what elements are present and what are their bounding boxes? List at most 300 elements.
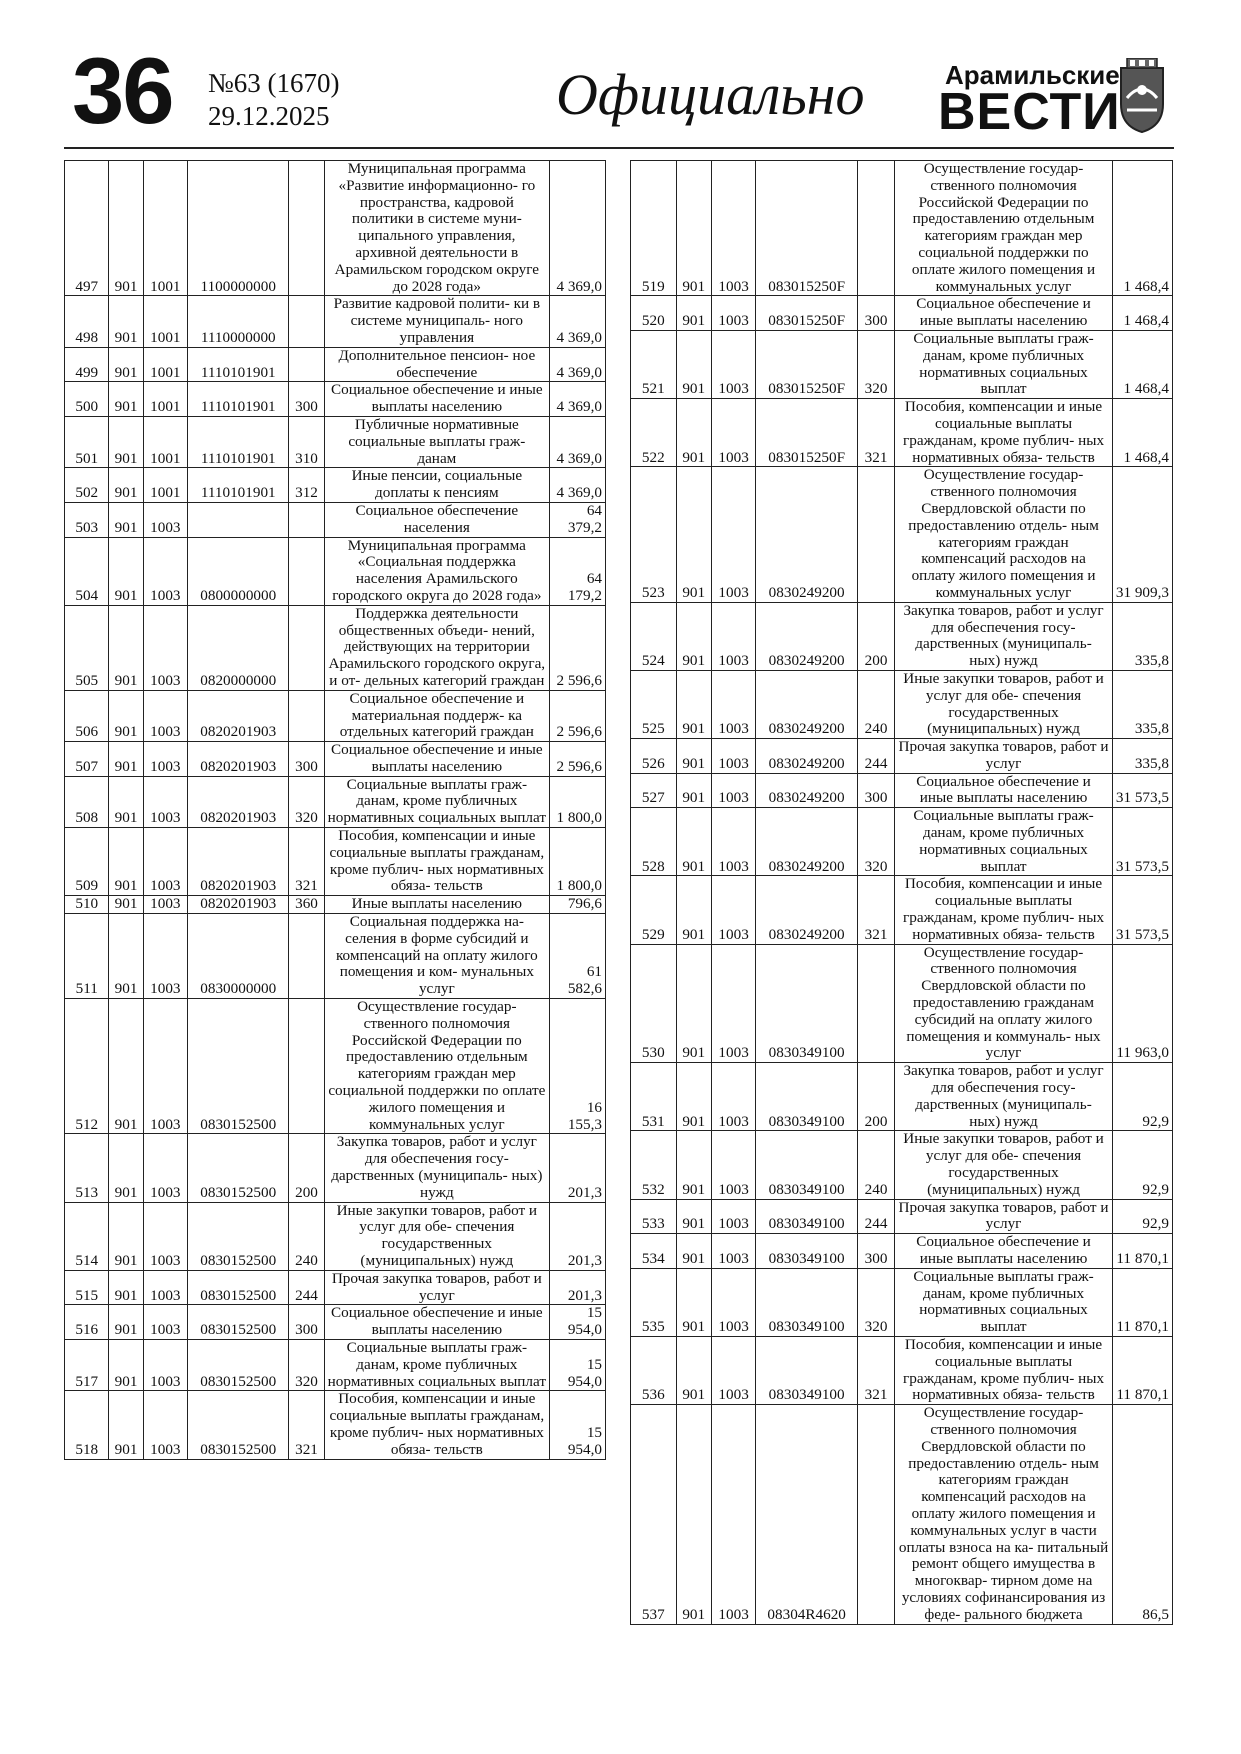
section-code: 1003 xyxy=(143,999,187,1134)
row-number: 536 xyxy=(631,1336,677,1404)
item-name: Пособия, компенсации и иные социальные выплаты гражданам, кроме публич- ных нормативных обяза- тельств xyxy=(324,828,550,896)
row-number: 505 xyxy=(65,605,109,690)
target-article: 0830152500 xyxy=(188,1270,289,1305)
admin-code: 901 xyxy=(109,742,143,777)
table-row xyxy=(631,1268,1173,1336)
amount: 31 573,5 xyxy=(1112,773,1172,808)
admin-code: 901 xyxy=(676,1336,711,1404)
admin-code: 901 xyxy=(676,1199,711,1234)
row-number: 519 xyxy=(631,161,677,296)
issue-number: №63 (1670) xyxy=(208,68,340,98)
table-row xyxy=(65,468,606,503)
admin-code: 901 xyxy=(109,1270,143,1305)
amount: 31 909,3 xyxy=(1112,467,1172,602)
amount: 201,3 xyxy=(550,1134,606,1202)
item-name: Закупка товаров, работ и услуг для обеспечения госу- дарственных (муниципаль- ных) нужд xyxy=(895,602,1113,670)
expense-type: 300 xyxy=(289,1305,324,1340)
expense-type xyxy=(289,537,324,605)
amount: 11 870,1 xyxy=(1112,1268,1172,1336)
expense-type: 321 xyxy=(289,828,324,896)
row-number: 509 xyxy=(65,828,109,896)
item-name: Муниципальная программа «Развитие информационно- го пространства, кадровой политики в системе муни- ципального управления, архивной деятельности в Арамильском городском округе до 2028 года» xyxy=(324,161,550,296)
section-code: 1003 xyxy=(711,330,756,398)
admin-code: 901 xyxy=(109,416,143,467)
amount: 335,8 xyxy=(1112,602,1172,670)
table-row xyxy=(65,1270,606,1305)
admin-code: 901 xyxy=(109,347,143,382)
table-row xyxy=(631,296,1173,331)
admin-code: 901 xyxy=(676,1268,711,1336)
table-row xyxy=(631,330,1173,398)
page-number: 36 xyxy=(72,38,173,143)
target-article: 0830249200 xyxy=(756,876,858,944)
amount: 335,8 xyxy=(1112,739,1172,774)
expense-type: 320 xyxy=(857,1268,894,1336)
amount: 335,8 xyxy=(1112,670,1172,738)
table-row xyxy=(65,1134,606,1202)
brand-name-top: Арамильские xyxy=(945,60,1120,90)
section-code: 1003 xyxy=(143,1202,187,1270)
admin-code: 901 xyxy=(109,896,143,914)
table-row xyxy=(631,467,1173,602)
expense-type: 300 xyxy=(857,1234,894,1269)
admin-code: 901 xyxy=(109,605,143,690)
section-code: 1003 xyxy=(711,1405,756,1624)
admin-code: 901 xyxy=(109,690,143,741)
row-number: 521 xyxy=(631,330,677,398)
table-row xyxy=(65,1202,606,1270)
expense-type: 300 xyxy=(289,742,324,777)
admin-code: 901 xyxy=(676,467,711,602)
row-number: 504 xyxy=(65,537,109,605)
expense-type: 300 xyxy=(857,773,894,808)
expense-type: 321 xyxy=(857,876,894,944)
item-name: Социальное обеспечение и иные выплаты населению xyxy=(895,1234,1113,1269)
row-number: 522 xyxy=(631,399,677,467)
target-article: 0830152500 xyxy=(188,1391,289,1459)
table-row xyxy=(631,1199,1173,1234)
amount: 1 468,4 xyxy=(1112,296,1172,331)
expense-type: 310 xyxy=(289,416,324,467)
item-name: Социальные выплаты граж- данам, кроме публичных нормативных социальных выплат xyxy=(895,330,1113,398)
table-row xyxy=(65,382,606,417)
table-row xyxy=(65,776,606,827)
row-number: 499 xyxy=(65,347,109,382)
expense-type: 312 xyxy=(289,468,324,503)
admin-code: 901 xyxy=(676,1405,711,1624)
row-number: 535 xyxy=(631,1268,677,1336)
expense-type xyxy=(289,605,324,690)
target-article: 0830152500 xyxy=(188,1134,289,1202)
target-article xyxy=(188,502,289,537)
row-number: 500 xyxy=(65,382,109,417)
row-number: 526 xyxy=(631,739,677,774)
section-code: 1003 xyxy=(711,670,756,738)
target-article: 0830249200 xyxy=(756,808,858,876)
section-code: 1003 xyxy=(143,1391,187,1459)
item-name: Осуществление государ- ственного полномочия Российской Федерации по предоставлению отдельным категориям граждан мер социальной поддержки по оплате жилого помещения и коммунальных услуг xyxy=(895,161,1113,296)
amount: 1 468,4 xyxy=(1112,161,1172,296)
target-article: 083015250F xyxy=(756,161,858,296)
section-code: 1001 xyxy=(143,296,187,347)
expense-type: 320 xyxy=(857,330,894,398)
admin-code: 901 xyxy=(676,876,711,944)
table-row xyxy=(631,1234,1173,1269)
table-row xyxy=(65,537,606,605)
table-row xyxy=(65,742,606,777)
row-number: 497 xyxy=(65,161,109,296)
table-row xyxy=(65,1305,606,1340)
section-code: 1003 xyxy=(711,399,756,467)
item-name: Социальные выплаты граж- данам, кроме публичных нормативных социальных выплат xyxy=(324,1339,550,1390)
expense-type: 321 xyxy=(857,399,894,467)
expense-type xyxy=(857,944,894,1063)
table-row xyxy=(631,1336,1173,1404)
issue-date: 29.12.2025 xyxy=(208,101,330,131)
section-code: 1003 xyxy=(143,690,187,741)
amount: 2 596,6 xyxy=(550,742,606,777)
target-article: 0820000000 xyxy=(188,605,289,690)
expense-type xyxy=(289,999,324,1134)
item-name: Иные закупки товаров, работ и услуг для обе- спечения государственных (муниципальных) нужд xyxy=(324,1202,550,1270)
section-code: 1003 xyxy=(711,1268,756,1336)
amount: 4 369,0 xyxy=(550,296,606,347)
amount: 15 954,0 xyxy=(550,1305,606,1340)
amount: 11 963,0 xyxy=(1112,944,1172,1063)
row-number: 537 xyxy=(631,1405,677,1624)
target-article: 083015250F xyxy=(756,296,858,331)
section-code: 1003 xyxy=(711,1063,756,1131)
item-name: Социальное обеспечение и иные выплаты населению xyxy=(895,296,1113,331)
table-row xyxy=(65,828,606,896)
admin-code: 901 xyxy=(109,1202,143,1270)
row-number: 508 xyxy=(65,776,109,827)
table-row xyxy=(65,896,606,914)
item-name: Социальная поддержка на- селения в форме субсидий и компенсаций на оплату жилого помещения и ком- мунальных услуг xyxy=(324,914,550,999)
expense-type: 320 xyxy=(289,1339,324,1390)
section-code: 1003 xyxy=(711,739,756,774)
section-code: 1003 xyxy=(711,296,756,331)
section-code: 1001 xyxy=(143,468,187,503)
admin-code: 901 xyxy=(109,914,143,999)
table-row xyxy=(631,739,1173,774)
target-article: 0820201903 xyxy=(188,896,289,914)
amount: 2 596,6 xyxy=(550,690,606,741)
section-code: 1003 xyxy=(711,161,756,296)
section-code: 1003 xyxy=(143,502,187,537)
item-name: Иные закупки товаров, работ и услуг для обе- спечения государственных (муниципальных) нужд xyxy=(895,1131,1113,1199)
section-code: 1001 xyxy=(143,161,187,296)
item-name: Закупка товаров, работ и услуг для обеспечения госу- дарственных (муниципаль- ных) нужд xyxy=(324,1134,550,1202)
section-code: 1003 xyxy=(143,537,187,605)
table-row xyxy=(631,944,1173,1063)
amount: 4 369,0 xyxy=(550,382,606,417)
amount: 4 369,0 xyxy=(550,468,606,503)
row-number: 501 xyxy=(65,416,109,467)
item-name: Пособия, компенсации и иные социальные выплаты гражданам, кроме публич- ных нормативных обяза- тельств xyxy=(895,1336,1113,1404)
row-number: 517 xyxy=(65,1339,109,1390)
section-code: 1001 xyxy=(143,416,187,467)
item-name: Пособия, компенсации и иные социальные выплаты гражданам, кроме публич- ных нормативных обяза- тельств xyxy=(895,399,1113,467)
target-article: 0820201903 xyxy=(188,828,289,896)
amount: 1 468,4 xyxy=(1112,399,1172,467)
table-row xyxy=(631,1405,1173,1624)
item-name: Социальное обеспечение и иные выплаты населению xyxy=(324,1305,550,1340)
expense-type xyxy=(289,296,324,347)
row-number: 530 xyxy=(631,944,677,1063)
row-number: 502 xyxy=(65,468,109,503)
amount: 2 596,6 xyxy=(550,605,606,690)
expense-type: 360 xyxy=(289,896,324,914)
section-code: 1003 xyxy=(143,1134,187,1202)
target-article: 083015250F xyxy=(756,330,858,398)
target-article: 0830349100 xyxy=(756,1234,858,1269)
section-code: 1003 xyxy=(711,1199,756,1234)
coat-of-arms-icon xyxy=(1117,58,1167,134)
expense-type xyxy=(857,1405,894,1624)
amount: 15 954,0 xyxy=(550,1391,606,1459)
amount: 4 369,0 xyxy=(550,416,606,467)
amount: 1 800,0 xyxy=(550,828,606,896)
target-article: 1110101901 xyxy=(188,416,289,467)
admin-code: 901 xyxy=(676,1063,711,1131)
expense-type xyxy=(289,914,324,999)
row-number: 533 xyxy=(631,1199,677,1234)
section-code: 1003 xyxy=(711,602,756,670)
section-code: 1001 xyxy=(143,382,187,417)
item-name: Осуществление государ- ственного полномочия Свердловской области по предоставлению гражданам субсидий на оплату жилого помещения и коммуналь- ных услуг xyxy=(895,944,1113,1063)
amount: 92,9 xyxy=(1112,1199,1172,1234)
section-code: 1003 xyxy=(143,742,187,777)
row-number: 525 xyxy=(631,670,677,738)
amount: 796,6 xyxy=(550,896,606,914)
amount: 201,3 xyxy=(550,1202,606,1270)
target-article: 1100000000 xyxy=(188,161,289,296)
item-name: Иные закупки товаров, работ и услуг для обе- спечения государственных (муниципальных) нужд xyxy=(895,670,1113,738)
section-code: 1001 xyxy=(143,347,187,382)
row-number: 518 xyxy=(65,1391,109,1459)
amount: 92,9 xyxy=(1112,1131,1172,1199)
admin-code: 901 xyxy=(109,1134,143,1202)
item-name: Социальное обеспечение и материальная поддерж- ка отдельных категорий граждан xyxy=(324,690,550,741)
admin-code: 901 xyxy=(676,330,711,398)
item-name: Дополнительное пенсион- ное обеспечение xyxy=(324,347,550,382)
target-article: 0830249200 xyxy=(756,467,858,602)
row-number: 524 xyxy=(631,602,677,670)
item-name: Иные выплаты населению xyxy=(324,896,550,914)
amount: 201,3 xyxy=(550,1270,606,1305)
section-code: 1003 xyxy=(143,828,187,896)
budget-table-right xyxy=(630,160,1173,1625)
expense-type: 244 xyxy=(857,1199,894,1234)
amount: 31 573,5 xyxy=(1112,876,1172,944)
admin-code: 901 xyxy=(676,399,711,467)
item-name: Осуществление государ- ственного полномочия Российской Федерации по предоставлению отдельным категориям граждан мер социальной поддержки по оплате жилого помещения и коммунальных услуг xyxy=(324,999,550,1134)
target-article: 0830349100 xyxy=(756,944,858,1063)
amount: 64 379,2 xyxy=(550,502,606,537)
row-number: 523 xyxy=(631,467,677,602)
amount: 15 954,0 xyxy=(550,1339,606,1390)
row-number: 528 xyxy=(631,808,677,876)
item-name: Закупка товаров, работ и услуг для обеспечения госу- дарственных (муниципаль- ных) нужд xyxy=(895,1063,1113,1131)
expense-type xyxy=(289,347,324,382)
amount: 1 468,4 xyxy=(1112,330,1172,398)
table-row xyxy=(65,416,606,467)
row-number: 513 xyxy=(65,1134,109,1202)
table-row xyxy=(631,1063,1173,1131)
admin-code: 901 xyxy=(109,999,143,1134)
expense-type: 240 xyxy=(289,1202,324,1270)
admin-code: 901 xyxy=(676,739,711,774)
admin-code: 901 xyxy=(109,1391,143,1459)
target-article: 0830349100 xyxy=(756,1199,858,1234)
target-article: 1110101901 xyxy=(188,382,289,417)
target-article: 0820201903 xyxy=(188,690,289,741)
expense-type xyxy=(857,161,894,296)
admin-code: 901 xyxy=(109,382,143,417)
row-number: 515 xyxy=(65,1270,109,1305)
row-number: 531 xyxy=(631,1063,677,1131)
table-row xyxy=(65,914,606,999)
table-row xyxy=(65,502,606,537)
item-name: Социальные выплаты граж- данам, кроме публичных нормативных социальных выплат xyxy=(895,808,1113,876)
admin-code: 901 xyxy=(676,670,711,738)
section-code: 1003 xyxy=(143,1339,187,1390)
section-code: 1003 xyxy=(711,1234,756,1269)
section-code: 1003 xyxy=(711,876,756,944)
target-article: 0820201903 xyxy=(188,776,289,827)
table-row xyxy=(65,1391,606,1459)
target-article: 0830152500 xyxy=(188,1305,289,1340)
target-article: 0830349100 xyxy=(756,1336,858,1404)
expense-type xyxy=(857,467,894,602)
item-name: Социальное обеспечение и иные выплаты населению xyxy=(324,382,550,417)
expense-type: 240 xyxy=(857,670,894,738)
row-number: 507 xyxy=(65,742,109,777)
section-code: 1003 xyxy=(711,773,756,808)
expense-type xyxy=(289,690,324,741)
item-name: Социальное обеспечение и иные выплаты населению xyxy=(324,742,550,777)
amount: 11 870,1 xyxy=(1112,1234,1172,1269)
budget-table-left xyxy=(64,160,606,1460)
target-article: 08304R4620 xyxy=(756,1405,858,1624)
admin-code: 901 xyxy=(676,808,711,876)
admin-code: 901 xyxy=(109,296,143,347)
target-article: 1110101901 xyxy=(188,468,289,503)
section-code: 1003 xyxy=(143,896,187,914)
admin-code: 901 xyxy=(109,828,143,896)
admin-code: 901 xyxy=(676,773,711,808)
expense-type xyxy=(289,502,324,537)
target-article: 0830249200 xyxy=(756,739,858,774)
expense-type: 300 xyxy=(289,382,324,417)
item-name: Прочая закупка товаров, работ и услуг xyxy=(324,1270,550,1305)
row-number: 516 xyxy=(65,1305,109,1340)
table-row xyxy=(631,670,1173,738)
amount: 64 179,2 xyxy=(550,537,606,605)
section-code: 1003 xyxy=(143,776,187,827)
page-header xyxy=(0,0,1241,152)
admin-code: 901 xyxy=(676,602,711,670)
target-article: 0830152500 xyxy=(188,999,289,1134)
table-row xyxy=(65,1339,606,1390)
target-article: 0820201903 xyxy=(188,742,289,777)
expense-type: 321 xyxy=(857,1336,894,1404)
target-article: 0800000000 xyxy=(188,537,289,605)
table-row xyxy=(65,296,606,347)
amount: 92,9 xyxy=(1112,1063,1172,1131)
row-number: 529 xyxy=(631,876,677,944)
table-row xyxy=(65,347,606,382)
section-code: 1003 xyxy=(143,1270,187,1305)
table-row xyxy=(631,602,1173,670)
target-article: 0830349100 xyxy=(756,1131,858,1199)
table-row xyxy=(631,161,1173,296)
section-code: 1003 xyxy=(711,1336,756,1404)
section-code: 1003 xyxy=(143,605,187,690)
admin-code: 901 xyxy=(109,468,143,503)
amount: 4 369,0 xyxy=(550,347,606,382)
table-row xyxy=(65,605,606,690)
target-article: 1110101901 xyxy=(188,347,289,382)
section-title: Официально xyxy=(556,62,865,127)
expense-type: 320 xyxy=(289,776,324,827)
item-name: Иные пенсии, социальные доплаты к пенсиям xyxy=(324,468,550,503)
amount: 31 573,5 xyxy=(1112,808,1172,876)
table-row xyxy=(631,773,1173,808)
target-article: 0830249200 xyxy=(756,773,858,808)
item-name: Социальное обеспечение населения xyxy=(324,502,550,537)
target-article: 0830249200 xyxy=(756,602,858,670)
item-name: Публичные нормативные социальные выплаты граж- данам xyxy=(324,416,550,467)
table-row xyxy=(631,808,1173,876)
table-row xyxy=(65,999,606,1134)
expense-type: 200 xyxy=(857,602,894,670)
item-name: Социальное обеспечение и иные выплаты населению xyxy=(895,773,1113,808)
target-article: 083015250F xyxy=(756,399,858,467)
target-article: 0830349100 xyxy=(756,1063,858,1131)
brand-name-main: ВЕСТИ xyxy=(938,83,1121,141)
expense-type: 320 xyxy=(857,808,894,876)
row-number: 534 xyxy=(631,1234,677,1269)
section-code: 1003 xyxy=(143,914,187,999)
row-number: 512 xyxy=(65,999,109,1134)
section-code: 1003 xyxy=(711,808,756,876)
expense-type: 240 xyxy=(857,1131,894,1199)
table-row xyxy=(631,876,1173,944)
admin-code: 901 xyxy=(109,502,143,537)
target-article: 0830000000 xyxy=(188,914,289,999)
admin-code: 901 xyxy=(676,1131,711,1199)
admin-code: 901 xyxy=(676,296,711,331)
section-code: 1003 xyxy=(711,467,756,602)
amount: 11 870,1 xyxy=(1112,1336,1172,1404)
amount: 16 155,3 xyxy=(550,999,606,1134)
table-row xyxy=(65,690,606,741)
item-name: Развитие кадровой полити- ки в системе муниципаль- ного управления xyxy=(324,296,550,347)
item-name: Социальные выплаты граж- данам, кроме публичных нормативных социальных выплат xyxy=(895,1268,1113,1336)
expense-type: 321 xyxy=(289,1391,324,1459)
admin-code: 901 xyxy=(109,161,143,296)
admin-code: 901 xyxy=(676,944,711,1063)
expense-type: 244 xyxy=(289,1270,324,1305)
item-name: Осуществление государ- ственного полномочия Свердловской области по предоставлению отдель- ным категориям граждан компенсаций расходов на оплату жилого помещения и коммунальных услуг в части оплаты взноса на ка- питальный ремонт общего имущества в многоквар- тирном доме на условиях софинансирования из феде- рального бюджета xyxy=(895,1405,1113,1624)
amount: 1 800,0 xyxy=(550,776,606,827)
row-number: 527 xyxy=(631,773,677,808)
table-row xyxy=(631,1131,1173,1199)
item-name: Прочая закупка товаров, работ и услуг xyxy=(895,739,1113,774)
expense-type xyxy=(289,161,324,296)
